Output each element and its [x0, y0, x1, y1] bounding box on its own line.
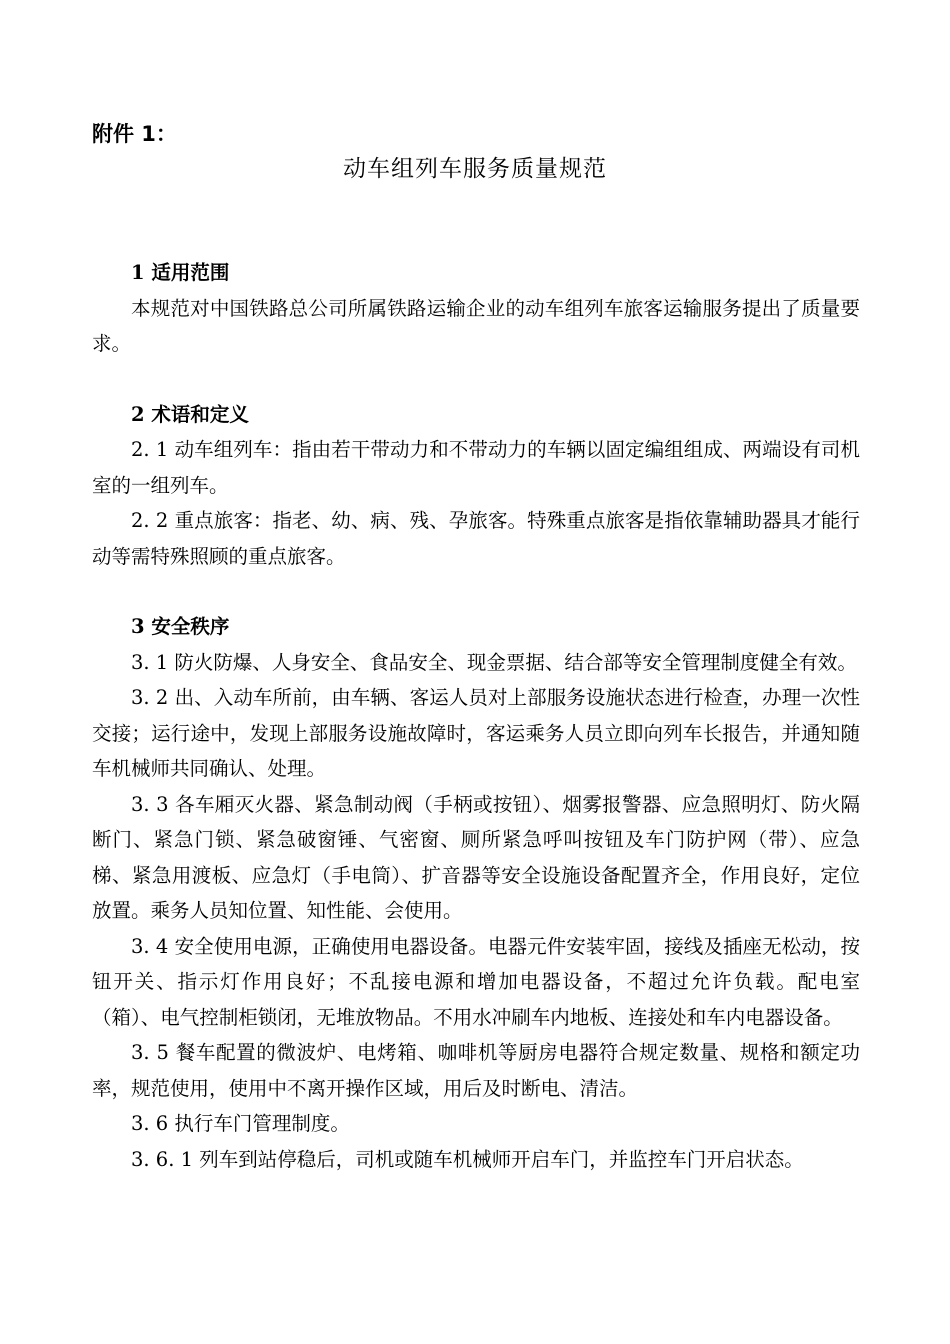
section-heading-safety: 3 安全秩序 [131, 615, 230, 638]
section-heading-scope: 1 适用范围 [131, 261, 230, 284]
paragraph-3-5: 3. 5 餐车配置的微波炉、电烤箱、咖啡机等厨房电器符合规定数量、规格和额定功率，规范使用，使用中不离开操作区域，用后及时断电、清洁。 [92, 1041, 860, 1100]
paragraph-2-1: 2. 1 动车组列车：指由若干带动力和不带动力的车辆以固定编组组成、两端设有司机室的一组列车。 [92, 438, 860, 497]
paragraph-3-1: 3. 1 防火防爆、人身安全、食品安全、现金票据、结合部等安全管理制度健全有效。 [131, 650, 857, 674]
document-title: 动车组列车服务质量规范 [343, 156, 607, 182]
document-body [92, 255, 860, 1177]
paragraph-3-4: 3. 4 安全使用电源，正确使用电器设备。电器元件安装牢固，接线及插座无松动，按钮开关、指示灯作用良好；不乱接电源和增加电器设备，不超过允许负载。配电室（箱）、电气控制柜锁闭，无堆放物品。不用水冲刷车内地板、连接处和车内电器设备。 [92, 934, 860, 1029]
paragraph-3-2: 3. 2 出、入动车所前，由车辆、客运人员对上部服务设施状态进行检查，办理一次性交接；运行途中，发现上部服务设施故障时，客运乘务人员立即向列车长报告，并通知随车机械师共同确认、处理。 [92, 686, 860, 780]
section-spacer [92, 362, 860, 397]
paragraph-scope: 本规范对中国铁路总公司所属铁路运输企业的动车组列车旅客运输服务提出了质量要求。 [92, 296, 860, 355]
paragraph-2-2: 2. 2 重点旅客：指老、幼、病、残、孕旅客。特殊重点旅客是指依靠辅助器具才能行动等需特殊照顾的重点旅客。 [92, 509, 860, 568]
paragraph-3-3: 3. 3 各车厢灭火器、紧急制动阀（手柄或按钮）、烟雾报警器、应急照明灯、防火隔断门、紧急门锁、紧急破窗锤、气密窗、厕所紧急呼叫按钮及车门防护网（带）、应急梯、紧急用渡板、应急灯（手电筒）、扩音器等安全设施设备配置齐全，作用良好，定位放置。乘务人员知位置、知性能、会使用。 [92, 792, 860, 922]
paragraph-3-6-1: 3. 6. 1 列车到站停稳后，司机或随车机械师开启车门，并监控车门开启状态。 [131, 1147, 804, 1171]
attachment-label: 附件 1： [92, 122, 177, 146]
section-heading-terms: 2 术语和定义 [131, 402, 249, 426]
paragraph-3-6: 3. 6 执行车门管理制度。 [131, 1112, 350, 1135]
section-spacer [92, 574, 860, 609]
